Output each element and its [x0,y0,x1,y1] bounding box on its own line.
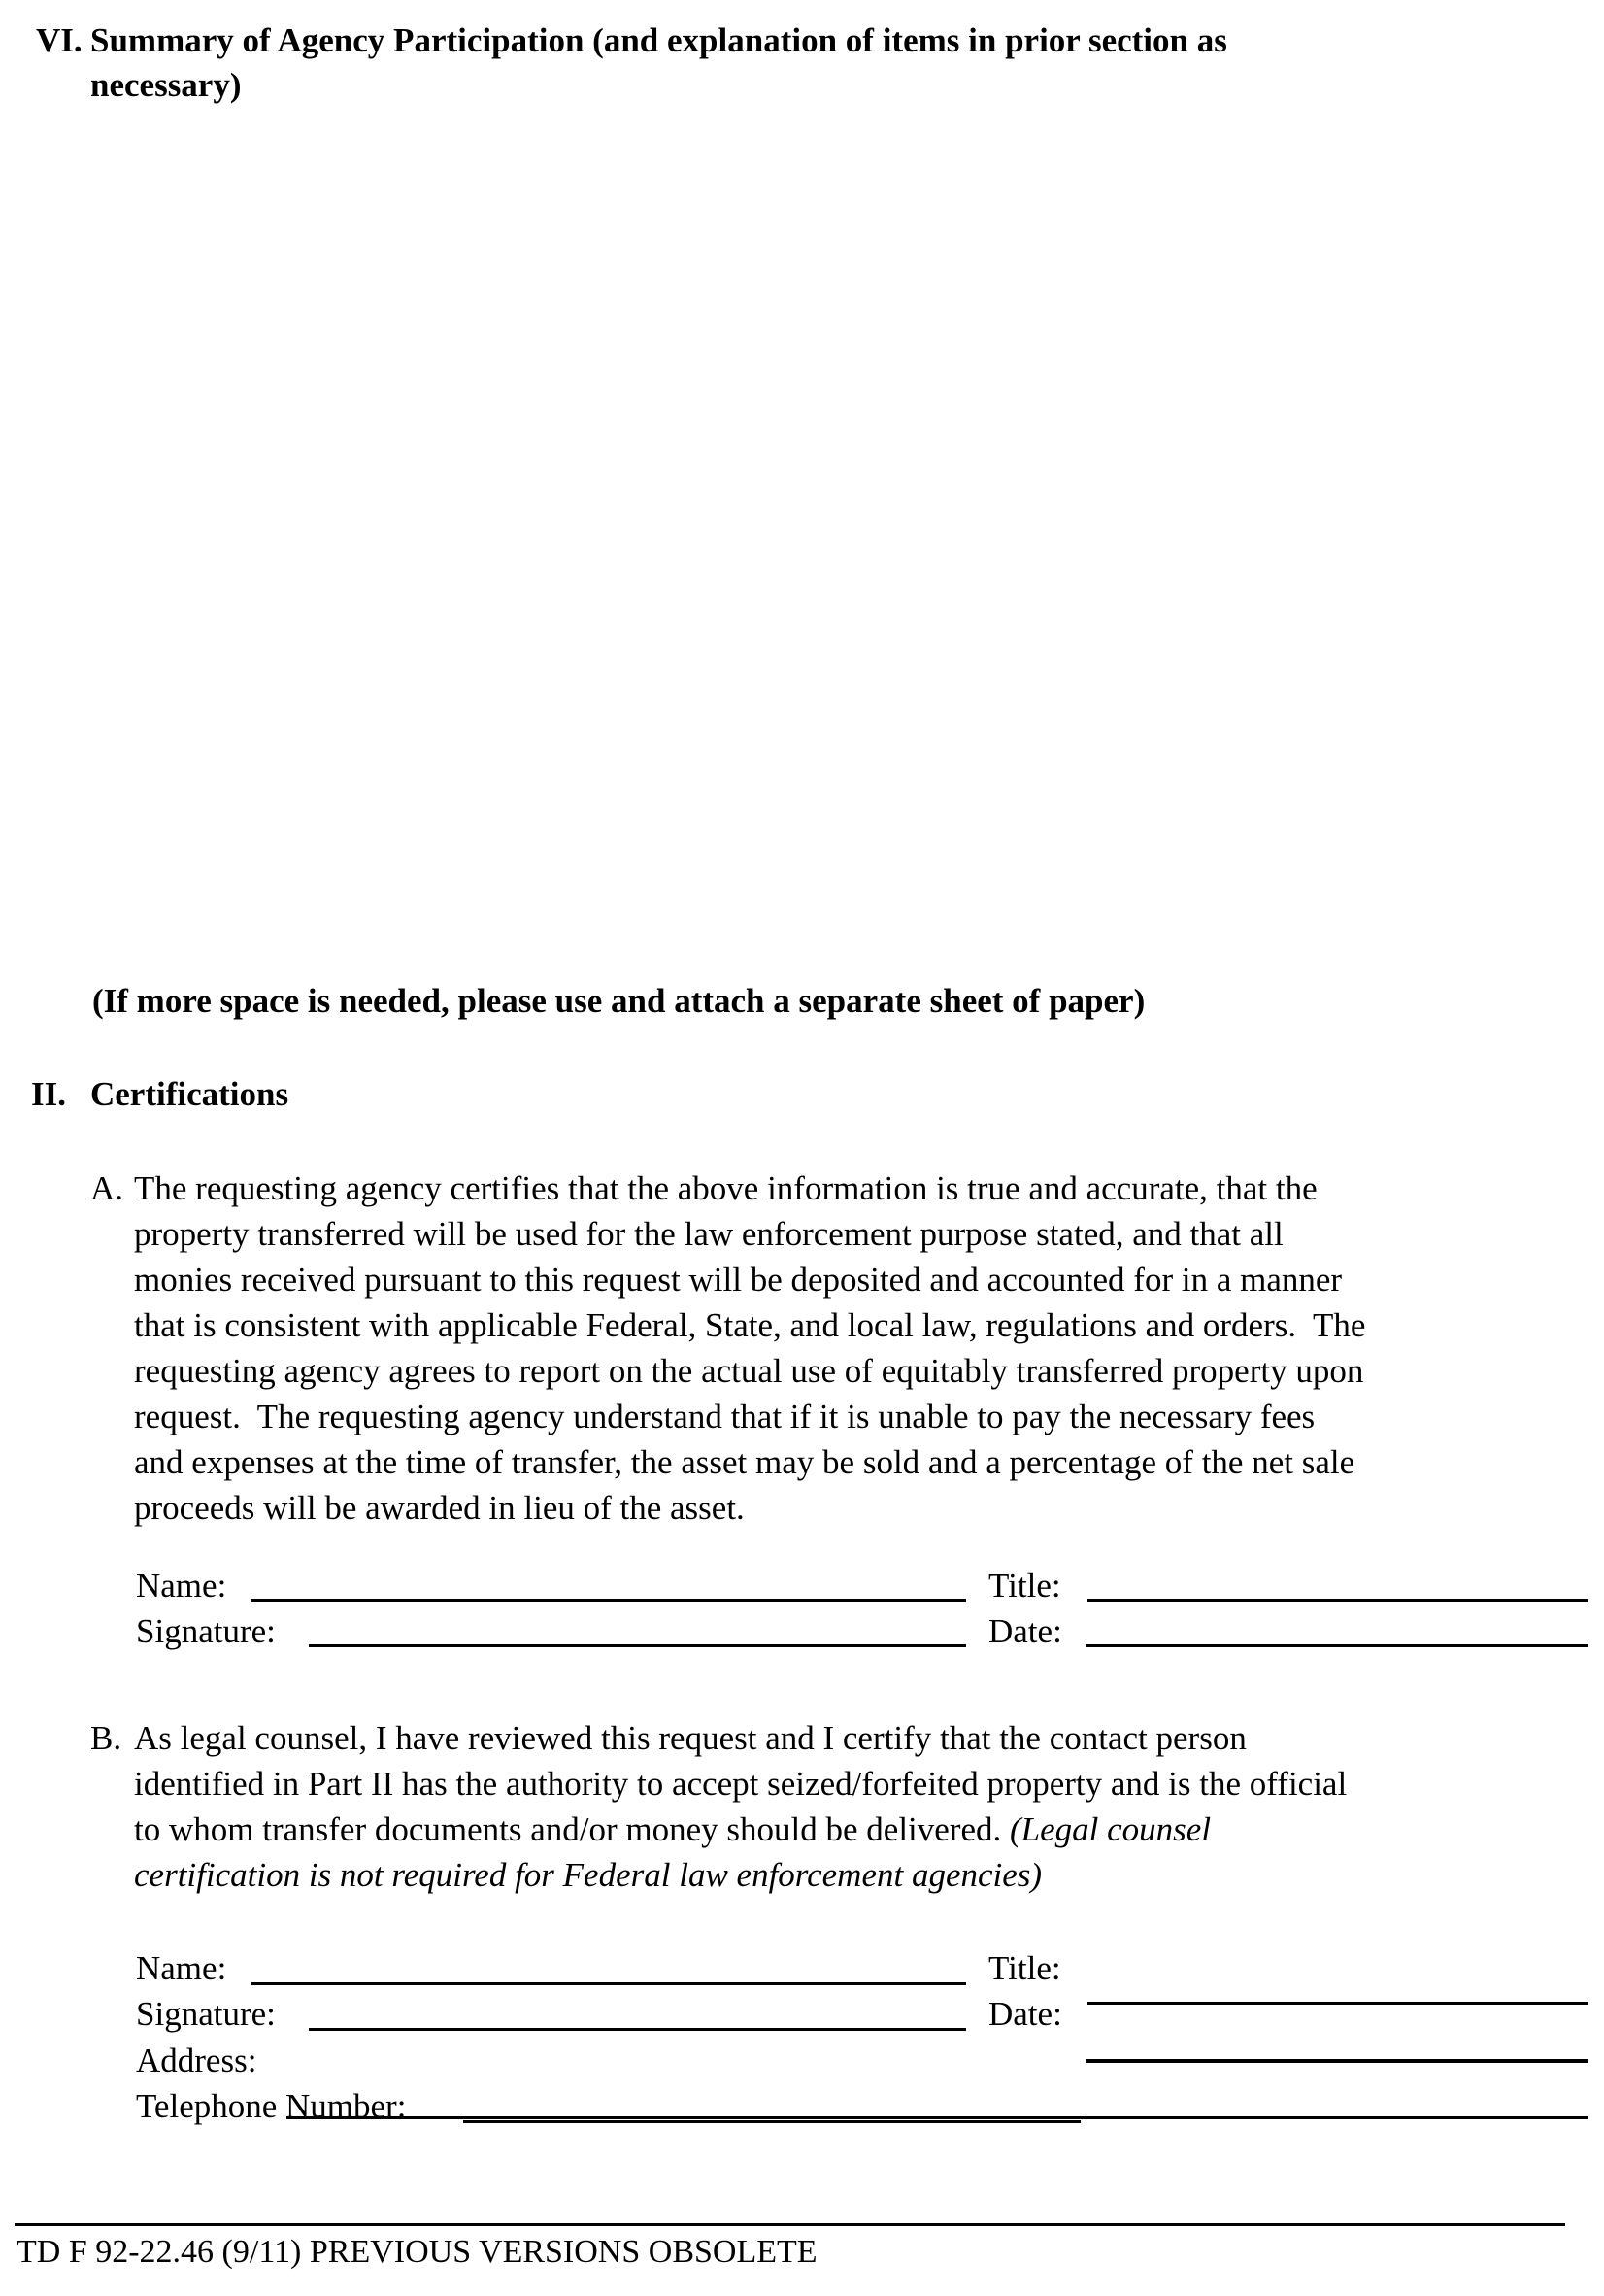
underline [1087,1599,1588,1602]
cert-a-title-field[interactable] [1087,1563,1588,1602]
cert-b-date-field[interactable] [1086,2024,1588,2063]
cert-b-title-field[interactable] [1087,1966,1588,2005]
cert-a-title-label: Title: [988,1567,1061,1604]
cert-a-letter: A. [90,1169,124,1207]
cert-b-signature-label: Signature: [136,1995,276,2033]
cert-a-name-field[interactable] [251,1563,966,1602]
underline [309,2028,966,2031]
underline [1086,1644,1588,1647]
cert-a-signature-field[interactable] [309,1608,966,1647]
cert-b-line: As legal counsel, I have reviewed this request and I certify that the contact person [134,1719,1247,1757]
cert-b-telephone-label: Telephone Number: [136,2087,407,2125]
cert-a-date-label: Date: [988,1612,1062,1650]
cert-a-line: property transferred will be used for the law enforcement purpose stated, and that all [134,1215,1284,1253]
cert-b-italic-note: certification is not required for Federal law enforcement agencies) [134,1856,1043,1894]
cert-a-name-label: Name: [136,1567,227,1604]
cert-a-line: that is consistent with applicable Federal, State, and local law, regulations and orders. The [134,1306,1366,1344]
underline [1087,2002,1588,2005]
underline [1086,2059,1588,2063]
section-ii-title: Certifications [90,1075,289,1113]
section-ii-number: II. [31,1075,66,1113]
cert-b-letter: B. [90,1719,122,1757]
cert-b-telephone-field[interactable] [463,2084,1081,2123]
cert-b-signature-field[interactable] [309,1992,966,2031]
cert-b-italic-note-start: (Legal counsel [1010,1810,1212,1848]
cert-a-line: and expenses at the time of transfer, the asset may be sold and a percentage of the net sale [134,1443,1355,1481]
section-vi-number: VI. [36,21,83,59]
summary-response-area[interactable] [90,107,1586,962]
cert-a-date-field[interactable] [1086,1608,1588,1647]
underline [251,1982,966,1985]
footer-divider [15,2223,1565,2226]
underline [251,1599,966,1602]
cert-a-line: proceeds will be awarded in lieu of the asset. [134,1489,745,1527]
cert-b-title-label: Title: [988,1949,1061,1987]
cert-b-line: identified in Part II has the authority to accept seized/forfeited property and is the official [134,1765,1348,1803]
more-space-note: (If more space is needed, please use and attach a separate sheet of paper) [92,982,1146,1020]
footer-form-id: TD F 92-22.46 (9/11) PREVIOUS VERSIONS OBSOLETE [17,2234,818,2270]
section-vi-title-line-2: necessary) [90,66,242,104]
cert-b-line [134,1812,1211,1846]
cert-b-name-field[interactable] [251,1946,966,1985]
section-vi-title-line-1: Summary of Agency Participation (and explanation of items in prior section as [90,21,1227,59]
cert-a-line: The requesting agency certifies that the above information is true and accurate, that the [134,1169,1318,1207]
cert-a-line: request. The requesting agency understand that if it is unable to pay the necessary fees [134,1398,1316,1435]
cert-a-signature-label: Signature: [136,1612,276,1650]
underline [463,2120,1081,2123]
cert-b-line-text: to whom transfer documents and/or money should be delivered. [134,1810,1011,1848]
cert-a-line: monies received pursuant to this request will be deposited and accounted for in a manner [134,1261,1343,1299]
cert-b-date-label: Date: [988,1995,1062,2033]
underline [309,1644,966,1647]
cert-b-address-label: Address: [136,2042,257,2079]
cert-a-line: requesting agency agrees to report on the actual use of equitably transferred property upon [134,1352,1364,1390]
cert-b-name-label: Name: [136,1949,227,1987]
